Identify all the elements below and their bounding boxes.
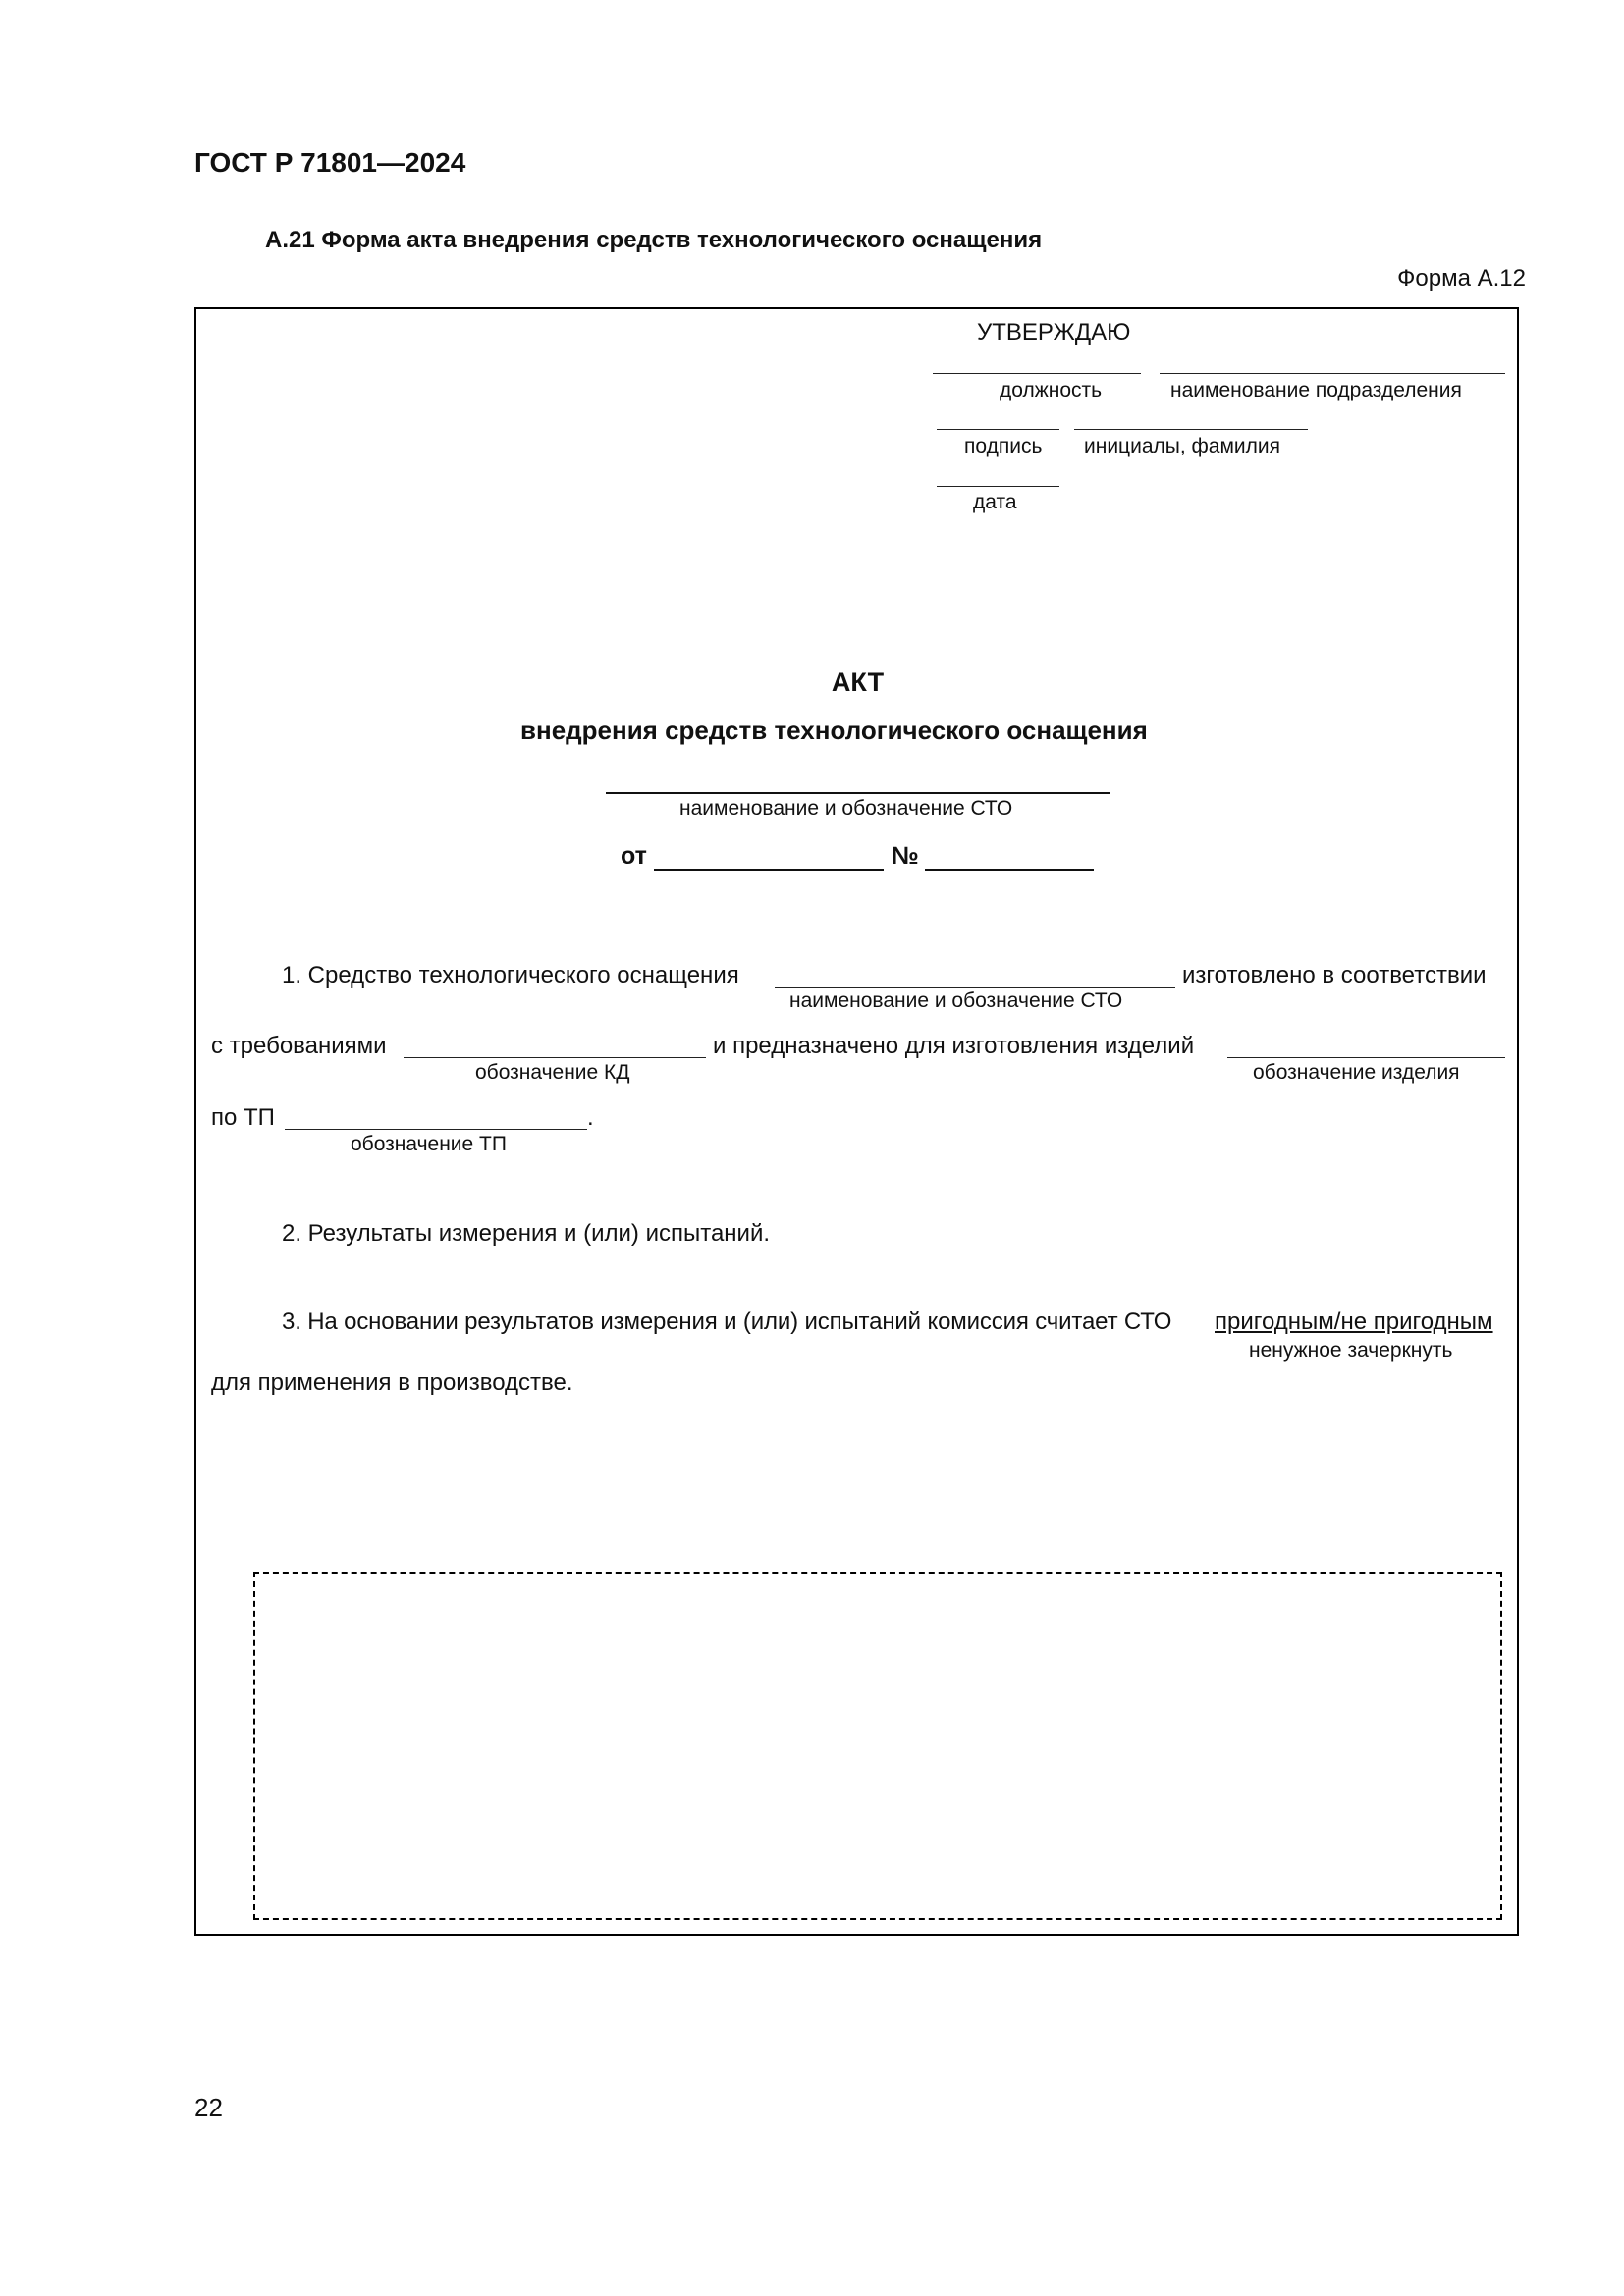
date-field-line[interactable] [654,869,884,871]
document-code: ГОСТ Р 71801—2024 [194,147,466,178]
signature-caption: подпись [964,435,1043,457]
product-line[interactable] [1227,1057,1505,1058]
para1-end: изготовлено в соответствии [1182,962,1487,988]
form-number: Форма А.12 [1397,265,1526,292]
section-title: А.21 Форма акта внедрения средств технологического оснащения [265,227,1043,253]
para3-end: для применения в производстве. [211,1369,573,1396]
para1-sto-caption: наименование и обозначение СТО [789,989,1123,1012]
act-subtitle: внедрения средств технологического оснащения [520,716,1148,745]
tp-line[interactable] [285,1129,587,1130]
number-label: № [892,842,919,870]
approval-title: УТВЕРЖДАЮ [977,319,1131,346]
date-line[interactable] [937,486,1059,487]
requirements-label: с требованиями [211,1033,387,1059]
tp-caption: обозначение ТП [351,1133,507,1155]
kd-line[interactable] [404,1057,706,1058]
signature-line[interactable] [937,429,1059,430]
tp-label: по ТП [211,1104,275,1131]
name-caption: инициалы, фамилия [1084,435,1280,457]
date-caption: дата [973,491,1017,513]
sto-name-line[interactable] [606,792,1110,794]
signatures-area [253,1572,1502,1920]
para2-text: 2. Результаты измерения и (или) испытаний. [282,1220,771,1247]
para3-text: 3. На основании результатов измерения и (или) испытаний комиссия считает СТО [282,1308,1172,1335]
from-label: от [621,842,647,870]
number-field-line[interactable] [925,869,1094,871]
page-number: 22 [194,2093,223,2122]
suitability-caption: ненужное зачеркнуть [1249,1339,1453,1362]
tp-end: . [587,1104,594,1131]
para1-start: 1. Средство технологического оснащения [282,962,739,988]
department-caption: наименование подразделения [1170,379,1462,401]
position-line[interactable] [933,373,1141,374]
para1-sto-line[interactable] [775,987,1175,988]
kd-caption: обозначение КД [475,1061,630,1084]
sto-name-caption: наименование и обозначение СТО [679,797,1013,820]
position-caption: должность [1000,379,1103,401]
act-title: АКТ [831,667,885,697]
product-caption: обозначение изделия [1253,1061,1460,1084]
department-line[interactable] [1160,373,1505,374]
name-line[interactable] [1074,429,1308,430]
purpose-text: и предназначено для изготовления изделий [713,1033,1195,1059]
suitability-choice[interactable]: пригодным/не пригодным [1215,1308,1493,1335]
